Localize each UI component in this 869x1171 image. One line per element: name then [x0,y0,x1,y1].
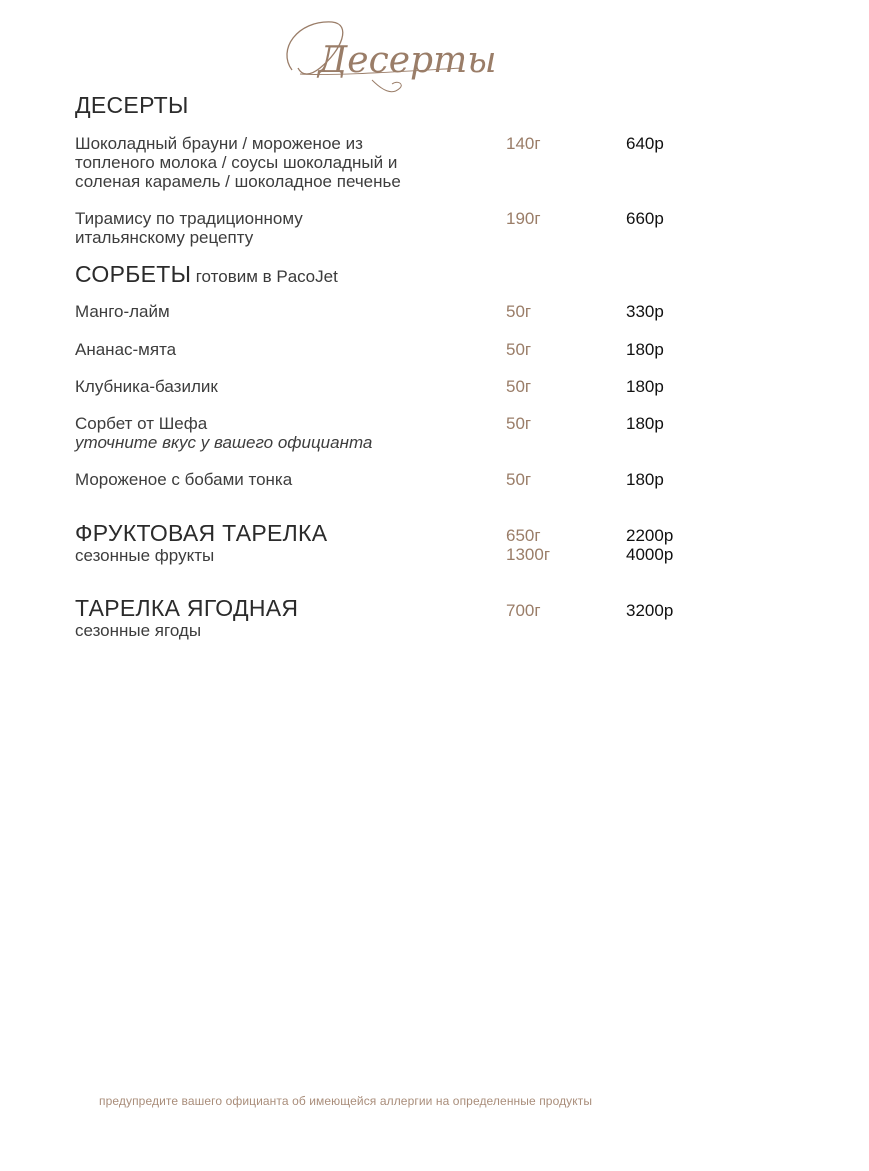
item-weight: 140г [506,134,541,153]
item-weight: 190г [506,209,541,228]
item-desc-line: Шоколадный брауни / мороженое из [75,134,363,153]
item-price: 4000р [626,545,674,564]
menu-item-mango-lime: Манго-лайм [75,302,170,321]
item-price: 180р [626,377,664,396]
menu-item-pineapple-mint: Ананас-мята [75,340,177,359]
item-price: 180р [626,414,664,433]
menu-item-brownie [75,134,475,191]
menu-item-strawberry-basil: Клубника-базилик [75,377,218,396]
desserts-script-logo [272,10,497,102]
section-subtitle: сезонные фрукты [75,546,215,565]
menu-item-fruit-plate [75,520,327,565]
item-price: 3200р [626,601,674,620]
section-title-berry-plate: ТАРЕЛКА ЯГОДНАЯ [75,595,299,621]
section-title-fruit-plate: ФРУКТОВАЯ ТАРЕЛКА [75,520,328,546]
item-weight: 50г [506,302,532,321]
item-price: 2200р [626,526,674,545]
item-weight: 50г [506,377,532,396]
section-subtitle: сезонные ягоды [75,621,202,640]
menu-item-tonka-ice-cream: Мороженое с бобами тонка [75,470,293,489]
item-note: уточните вкус у вашего официанта [75,433,373,452]
item-price: 330р [626,302,664,321]
section-title-sorbets [75,261,338,287]
menu-item-tiramisu [75,209,475,247]
allergy-note-footer: предупредите вашего официанта об имеющейся аллергии на определенные продукты [99,1094,593,1108]
section-title-desserts: ДЕСЕРТЫ [75,92,189,118]
item-price: 180р [626,470,664,489]
item-weight: 1300г [506,545,551,564]
menu-item-berry-plate [75,595,298,640]
item-price: 660р [626,209,664,228]
item-desc-line: топленого молока / соусы шоколадный и [75,153,398,172]
item-weight: 50г [506,414,532,433]
item-desc-line: итальянскому рецепту [75,228,254,247]
item-weights [506,526,550,564]
item-desc-line: Тирамису по традиционному [75,209,303,228]
item-weight: 650г [506,526,541,545]
menu-item-chef-sorbet [75,414,372,452]
logo-text: Десерты [318,40,497,81]
item-prices [626,526,673,564]
item-price: 640р [626,134,664,153]
item-price: 180р [626,340,664,359]
item-weight: 700г [506,601,541,620]
section-subtitle: готовим в PacoJet [195,267,338,286]
section-title-text: СОРБЕТЫ [75,261,192,287]
item-desc-line: соленая карамель / шоколадное печенье [75,172,401,191]
item-desc-line: Сорбет от Шефа [75,414,208,433]
item-weight: 50г [506,470,532,489]
item-weight: 50г [506,340,532,359]
